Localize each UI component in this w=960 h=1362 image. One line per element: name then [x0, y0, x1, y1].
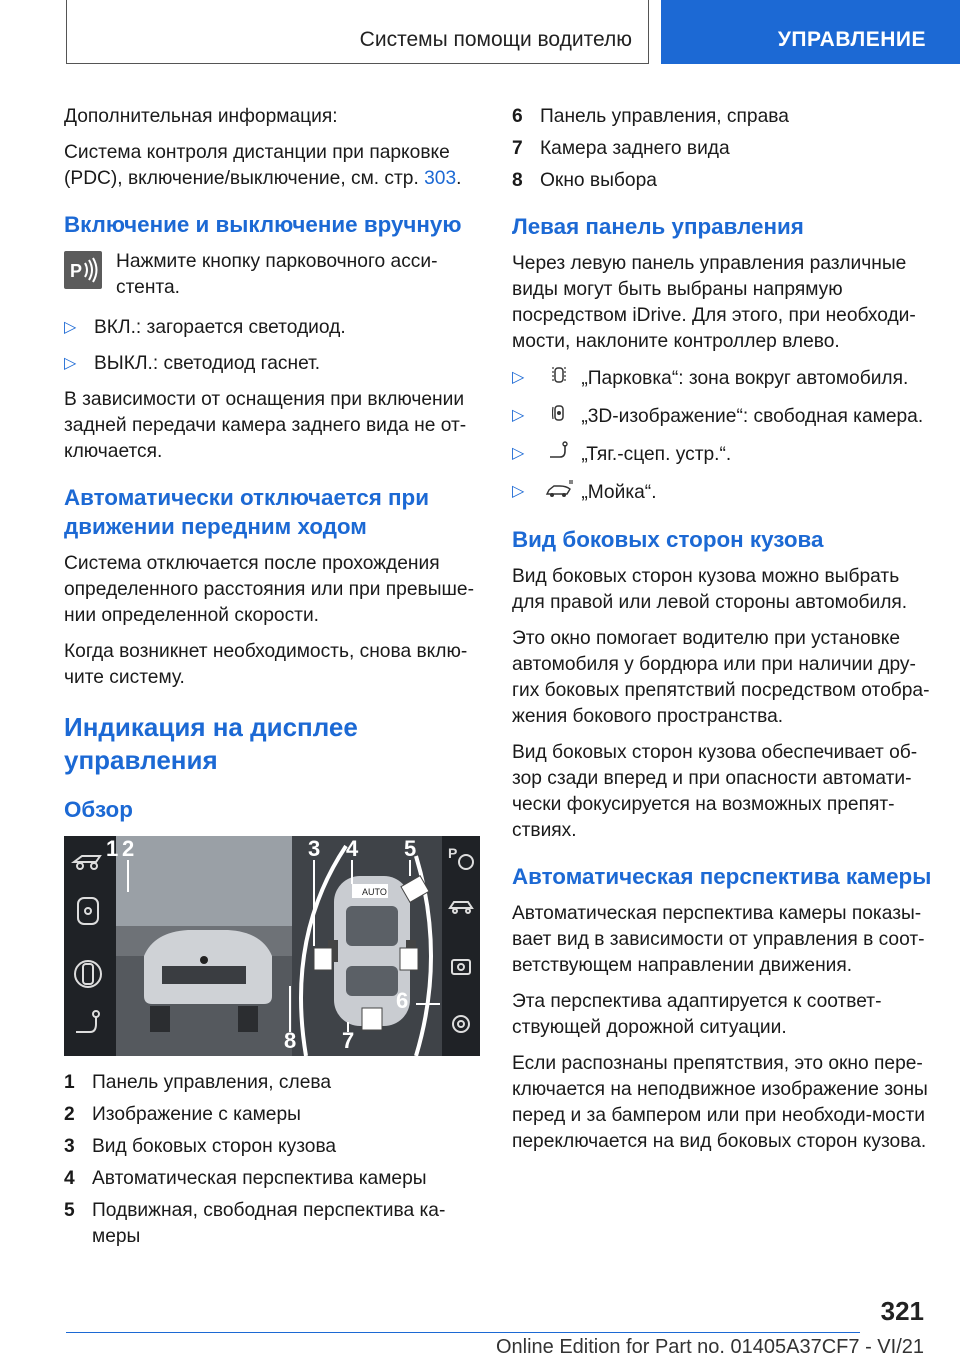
paragraph: Вид боковых сторон кузова обеспечивает об-зор сзади вперед и при опасности автомати-чески фокусируется на возможных препят-ствиях.	[512, 742, 918, 841]
paragraph: Система контроля дистанции при парковке (PDC), включение/выключение, см. стр. 303.	[64, 142, 462, 189]
edition-note: Online Edition for Part no. 01405A37CF7 - VI/21	[495, 1336, 924, 1358]
list-item: ▷ „3D-изображение“: свободная камера.	[512, 403, 932, 431]
legend-item: 1 Панель управления, слева	[64, 1072, 332, 1093]
heading-display: Индикация на дисплее управления	[64, 712, 358, 775]
list-item: ▷ „Парковка“: зона вокруг автомобиля.	[512, 365, 932, 393]
bullet-triangle-icon: ▷	[512, 445, 525, 462]
list-item: ▷ „Тяг.-сцеп. устр.“.	[512, 441, 932, 469]
parking-button-row	[64, 249, 484, 301]
header-chapter-box	[661, 0, 960, 64]
callout-3: 3	[308, 836, 321, 861]
legend-list-left	[64, 1070, 484, 1250]
heading-left-panel: Левая панель управления	[512, 214, 804, 239]
callout-8: 8	[284, 1028, 297, 1053]
trailer-hitch-icon	[542, 441, 576, 469]
svg-text:P: P	[70, 261, 83, 281]
legend-item: 4 Автоматическая перспектива камеры	[64, 1168, 427, 1189]
heading-auto-off: Автоматически отключается при движении передним ходом	[64, 485, 429, 539]
page-link[interactable]: 303	[424, 168, 457, 189]
callout-7: 7	[342, 1028, 355, 1053]
paragraph: В зависимости от оснащения при включении задней передачи камера заднего вида не от-ключается.	[64, 389, 467, 462]
car-wash-icon	[542, 479, 576, 507]
heading-auto-perspective: Автоматическая перспектива камеры	[512, 864, 932, 889]
paragraph: Это окно помогает водителю при установке автомобиля у бордюра или при наличии дру-гих боковых препятствий посредством отобра-жения бокового пространства.	[512, 628, 930, 727]
heading-manual: Включение и выключение вручную	[64, 212, 462, 237]
header-section-box	[66, 0, 649, 64]
3d-view-icon	[542, 403, 576, 431]
heading-side-view: Вид боковых сторон кузова	[512, 527, 824, 552]
callout-4: 4	[346, 836, 359, 861]
legend-item: 3 Вид боковых сторон кузова	[64, 1136, 337, 1157]
legend-list-right	[512, 104, 932, 194]
paragraph: Когда возникнет необходимость, снова вклю-чите систему.	[64, 641, 468, 688]
left-column	[64, 104, 484, 1256]
bullet-triangle-icon: ▷	[512, 369, 525, 386]
list-item: ▷ ВКЛ.: загорается светодиод.	[64, 315, 484, 341]
callout-6: 6	[396, 988, 409, 1013]
footer-divider	[66, 1332, 860, 1333]
section-title: Системы помощи водителю	[359, 28, 632, 51]
camera-display-illustration	[64, 836, 480, 1056]
paragraph: Эта перспектива адаптируется к соответ-ствующей дорожной ситуации.	[512, 991, 882, 1038]
paragraph: Нажмите кнопку парковочного асси-стента.	[116, 251, 438, 298]
bullet-triangle-icon: ▷	[64, 319, 77, 336]
paragraph: Если распознаны препятствия, это окно пере-ключается на неподвижное изображение зоны перед и за бампером или при необходи-мости переключается на вид боковых сторон кузова.	[512, 1053, 928, 1152]
right-column	[512, 104, 932, 1165]
callout-5: 5	[404, 836, 417, 861]
page-number: 321	[880, 1296, 924, 1326]
paragraph: Система отключается после прохождения определенного расстояния или при превыше-нии определенной скорости.	[64, 553, 474, 626]
legend-item: 7 Камера заднего вида	[512, 138, 730, 159]
legend-item: 5 Подвижная, свободная перспектива ка-меры	[64, 1200, 446, 1247]
heading-overview: Обзор	[64, 797, 133, 822]
callout-1: 1	[106, 836, 119, 861]
legend-item: 8 Окно выбора	[512, 170, 657, 191]
legend-item: 6 Панель управления, справа	[512, 106, 789, 127]
legend-item: 2 Изображение с камеры	[64, 1104, 301, 1125]
paragraph: Автоматическая перспектива камеры показы-вает вид в зависимости от управления в соот-ветствующем направлении движения.	[512, 903, 925, 976]
bullet-triangle-icon: ▷	[512, 407, 525, 424]
paragraph: Вид боковых сторон кузова можно выбрать для правой или левой стороны автомобиля.	[512, 566, 908, 613]
auto-label: AUTO	[362, 887, 387, 897]
parking-view-icon	[542, 365, 576, 393]
list-item: ▷ ВЫКЛ.: светодиод гаснет.	[64, 351, 484, 377]
parking-assist-button-icon	[64, 251, 102, 289]
paragraph: Через левую панель управления различные виды могут быть выбраны напрямую посредством iDrive. Для этого, при необходи-мости, наклоните контроллер влево.	[512, 253, 916, 352]
callout-2: 2	[122, 836, 135, 861]
bullet-triangle-icon: ▷	[64, 355, 77, 372]
paragraph: Дополнительная информация:	[64, 106, 338, 127]
bullet-triangle-icon: ▷	[512, 483, 525, 500]
list-item: ▷ „Мойка“.	[512, 479, 932, 507]
chapter-title: УПРАВЛЕНИЕ	[777, 28, 926, 51]
svg-text:P: P	[448, 845, 458, 861]
